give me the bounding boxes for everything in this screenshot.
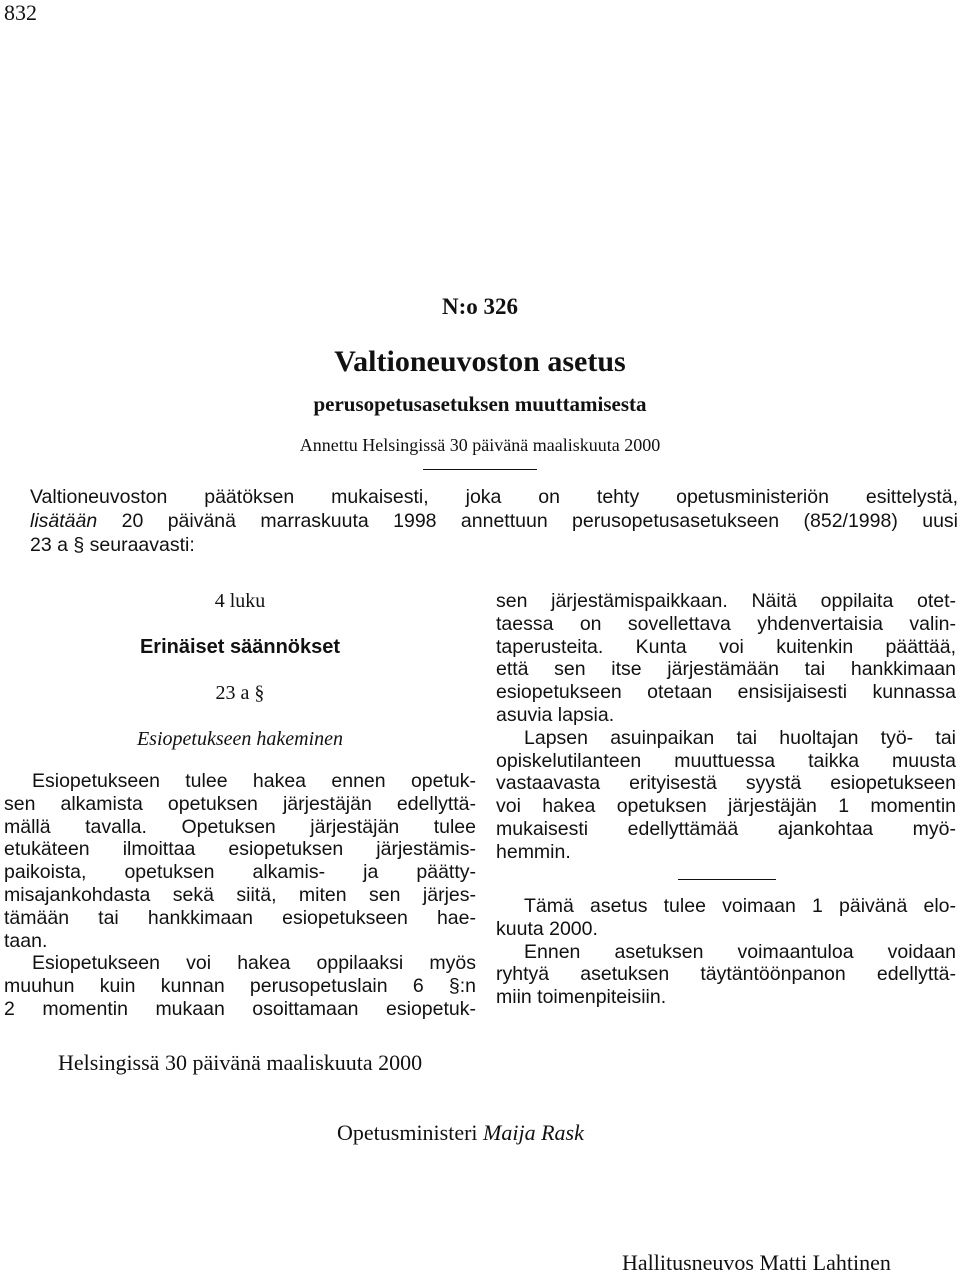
counsellor-signature: Hallitusneuvos Matti Lahtinen	[622, 1250, 891, 1275]
intro-emphasis: lisätään	[30, 510, 98, 532]
header-divider	[423, 469, 537, 470]
right-line: asuvia lapsia.	[496, 703, 615, 726]
intro-line-3: 23 a § seuraavasti:	[30, 534, 195, 556]
page-number: 832	[4, 0, 37, 25]
right-line: vastaavasta erityisestä syystä esiopetukseen	[496, 772, 956, 795]
left-line: muuhun kuin kunnan perusopetuslain 6 §:n	[4, 975, 476, 998]
left-line: mällä tavalla. Opetuksen järjestäjän tulee	[4, 815, 476, 838]
right-line: hemmin.	[496, 840, 571, 863]
left-line: etukäteen ilmoittaa esiopetuksen järjestämis-	[4, 838, 476, 861]
left-line: misajankohdasta sekä siitä, miten sen järjes-	[4, 883, 476, 906]
intro-line-1: Valtioneuvoston päätöksen mukaisesti, joka on tehty opetusministeriön esittelystä,	[30, 486, 958, 508]
document-subtitle: perusopetusasetuksen muuttamisesta	[313, 392, 647, 416]
intro-line-2	[30, 509, 958, 533]
closing-line: kuuta 2000.	[496, 917, 598, 940]
minister-name: Maija Rask	[483, 1120, 584, 1145]
intro-line-2-text: 20 päivänä marraskuuta 1998 annettuun perusopetusasetukseen (852/1998) uusi	[97, 510, 958, 532]
issue-date-line: Annettu Helsingissä 30 päivänä maaliskuuta 2000	[299, 435, 661, 455]
right-column-text	[496, 590, 956, 864]
right-line: voi hakea opetuksen järjestäjän 1 momentin	[496, 795, 956, 818]
right-line: Lapsen asuinpaikan tai huoltajan työ- tai	[524, 726, 956, 749]
right-line: taessa on sovellettava yhdenvertaisia valin-	[496, 612, 956, 635]
signature-place-date: Helsingissä 30 päivänä maaliskuuta 2000	[58, 1050, 423, 1075]
right-line: sen järjestämispaikkaan. Näitä oppilaita otet-	[496, 590, 956, 612]
left-line: paikoista, opetuksen alkamis- ja päätty-	[4, 861, 476, 884]
closing-provisions	[496, 895, 956, 1009]
left-line: Esiopetukseen tulee hakea ennen opetuk-	[32, 770, 476, 792]
column-divider	[678, 879, 776, 880]
section-title: Esiopetukseen hakeminen	[136, 728, 344, 750]
section-number: 23 a §	[215, 682, 265, 704]
left-line: taan.	[4, 929, 48, 952]
left-column-text	[4, 770, 476, 1021]
right-line: että sen itse järjestämään tai hankkimaan	[496, 658, 956, 681]
closing-line: Tämä asetus tulee voimaan 1 päivänä elo-	[524, 895, 956, 917]
chapter-title: Erinäiset säännökset	[139, 636, 341, 658]
left-line: 2 momentin mukaan osoittamaan esiopetuk-	[4, 997, 476, 1020]
intro-paragraph	[30, 485, 958, 557]
left-line: Esiopetukseen voi hakea oppilaaksi myös	[32, 952, 476, 975]
left-line: tämään tai hankkimaan esiopetukseen hae-	[4, 906, 476, 929]
document-title: Valtioneuvoston asetus	[334, 345, 626, 378]
document-number: N:o 326	[441, 294, 519, 319]
right-line: opiskelutilanteen muuttuessa taikka muusta	[496, 749, 956, 772]
left-line: sen alkamista opetuksen järjestäjän edellyttä-	[4, 792, 476, 815]
closing-line: Ennen asetuksen voimaantuloa voidaan	[524, 940, 956, 963]
chapter-number: 4 luku	[214, 590, 266, 612]
closing-line: miin toimenpiteisiin.	[496, 986, 667, 1009]
minister-signature	[337, 1120, 584, 1146]
right-line: mukaisesti edellyttämää ajankohtaa myö-	[496, 817, 956, 840]
right-line: taperusteita. Kunta voi kuitenkin päättää,	[496, 635, 956, 658]
right-line: esiopetukseen otetaan ensisijaisesti kunnassa	[496, 681, 956, 704]
minister-title: Opetusministeri	[337, 1120, 478, 1145]
closing-line: ryhtyä asetuksen täytäntöönpanon edellyttä-	[496, 963, 956, 986]
